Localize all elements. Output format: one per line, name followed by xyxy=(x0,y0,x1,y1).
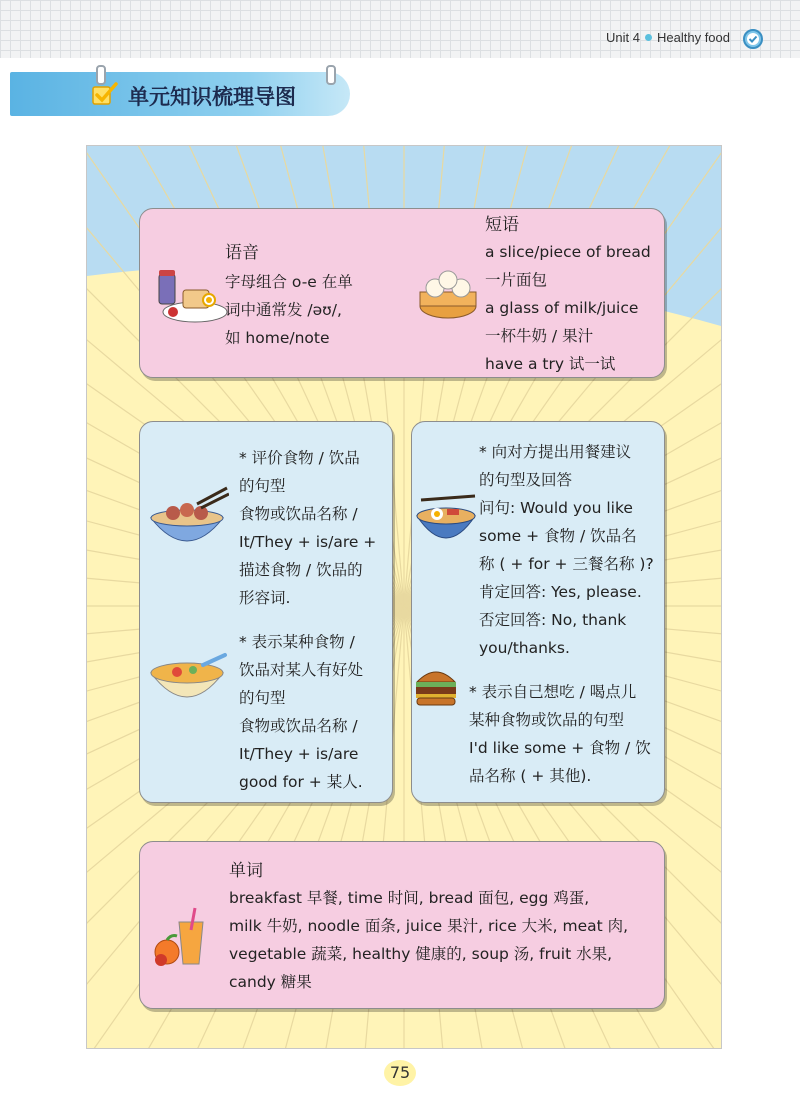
phrases-heading: 短语 xyxy=(485,215,519,235)
steamed-buns-icon xyxy=(417,262,479,322)
orange-juice-icon xyxy=(151,906,215,968)
phrases-body: a slice/piece of bread 一片面包 a glass of milk/juice 一杯牛奶 / 果汁 have a try 试一试 xyxy=(485,243,651,373)
separator-dot-icon xyxy=(645,34,652,41)
section-title: 单元知识梳理导图 xyxy=(128,85,296,109)
soup-bowl-icon xyxy=(147,651,229,713)
goodfor-body: * 表示某种食物 / 饮品对某人有好处 的句型 食物或饮品名称 / It/They + is/are good for + 某人. xyxy=(239,633,364,791)
binder-ring-icon xyxy=(326,65,336,85)
meatball-bowl-icon xyxy=(147,486,229,556)
noodle-bowl-icon xyxy=(413,494,479,554)
breakfast-plate-icon xyxy=(153,264,229,326)
header-strip xyxy=(0,0,800,58)
suggest-body: * 向对方提出用餐建议 的句型及回答 问句: Would you like some + 食物 / 饮品名 称 ( + for + 三餐名称 )? 肯定回答: Yes, please. 否定回答: No, thank you/thanks. xyxy=(479,443,654,657)
phonics-heading: 语音 xyxy=(225,243,259,263)
words-body: breakfast 早餐, time 时间, bread 面包, egg 鸡蛋, milk 牛奶, noodle 面条, juice 果汁, rice 大米, meat 肉, vegetable 蔬菜, healthy 健康的, soup 汤, fruit 水果, candy 糖果 xyxy=(229,889,629,991)
unit-label xyxy=(606,30,730,45)
checkbox-check-icon xyxy=(92,82,118,106)
unit-number: Unit 4 xyxy=(606,30,640,45)
mind-map-board xyxy=(86,145,722,1049)
evaluate-body: * 评价食物 / 饮品 的句型 食物或饮品名称 / It/They + is/are + 描述食物 / 饮品的 形容词. xyxy=(239,449,377,607)
page-number: 75 xyxy=(380,1058,420,1088)
section-title-banner xyxy=(10,72,350,116)
unit-topic: Healthy food xyxy=(657,30,730,45)
clock-check-icon xyxy=(741,26,765,50)
burger-icon xyxy=(413,662,459,708)
phonics-body: 字母组合 o-e 在单 词中通常发 /əʊ/, 如 home/note xyxy=(225,273,353,347)
wouldlike-body: * 表示自己想吃 / 喝点儿 某种食物或饮品的句型 I'd like some + 食物 / 饮 品名称 ( + 其他). xyxy=(469,683,651,785)
words-heading: 单词 xyxy=(229,861,263,881)
